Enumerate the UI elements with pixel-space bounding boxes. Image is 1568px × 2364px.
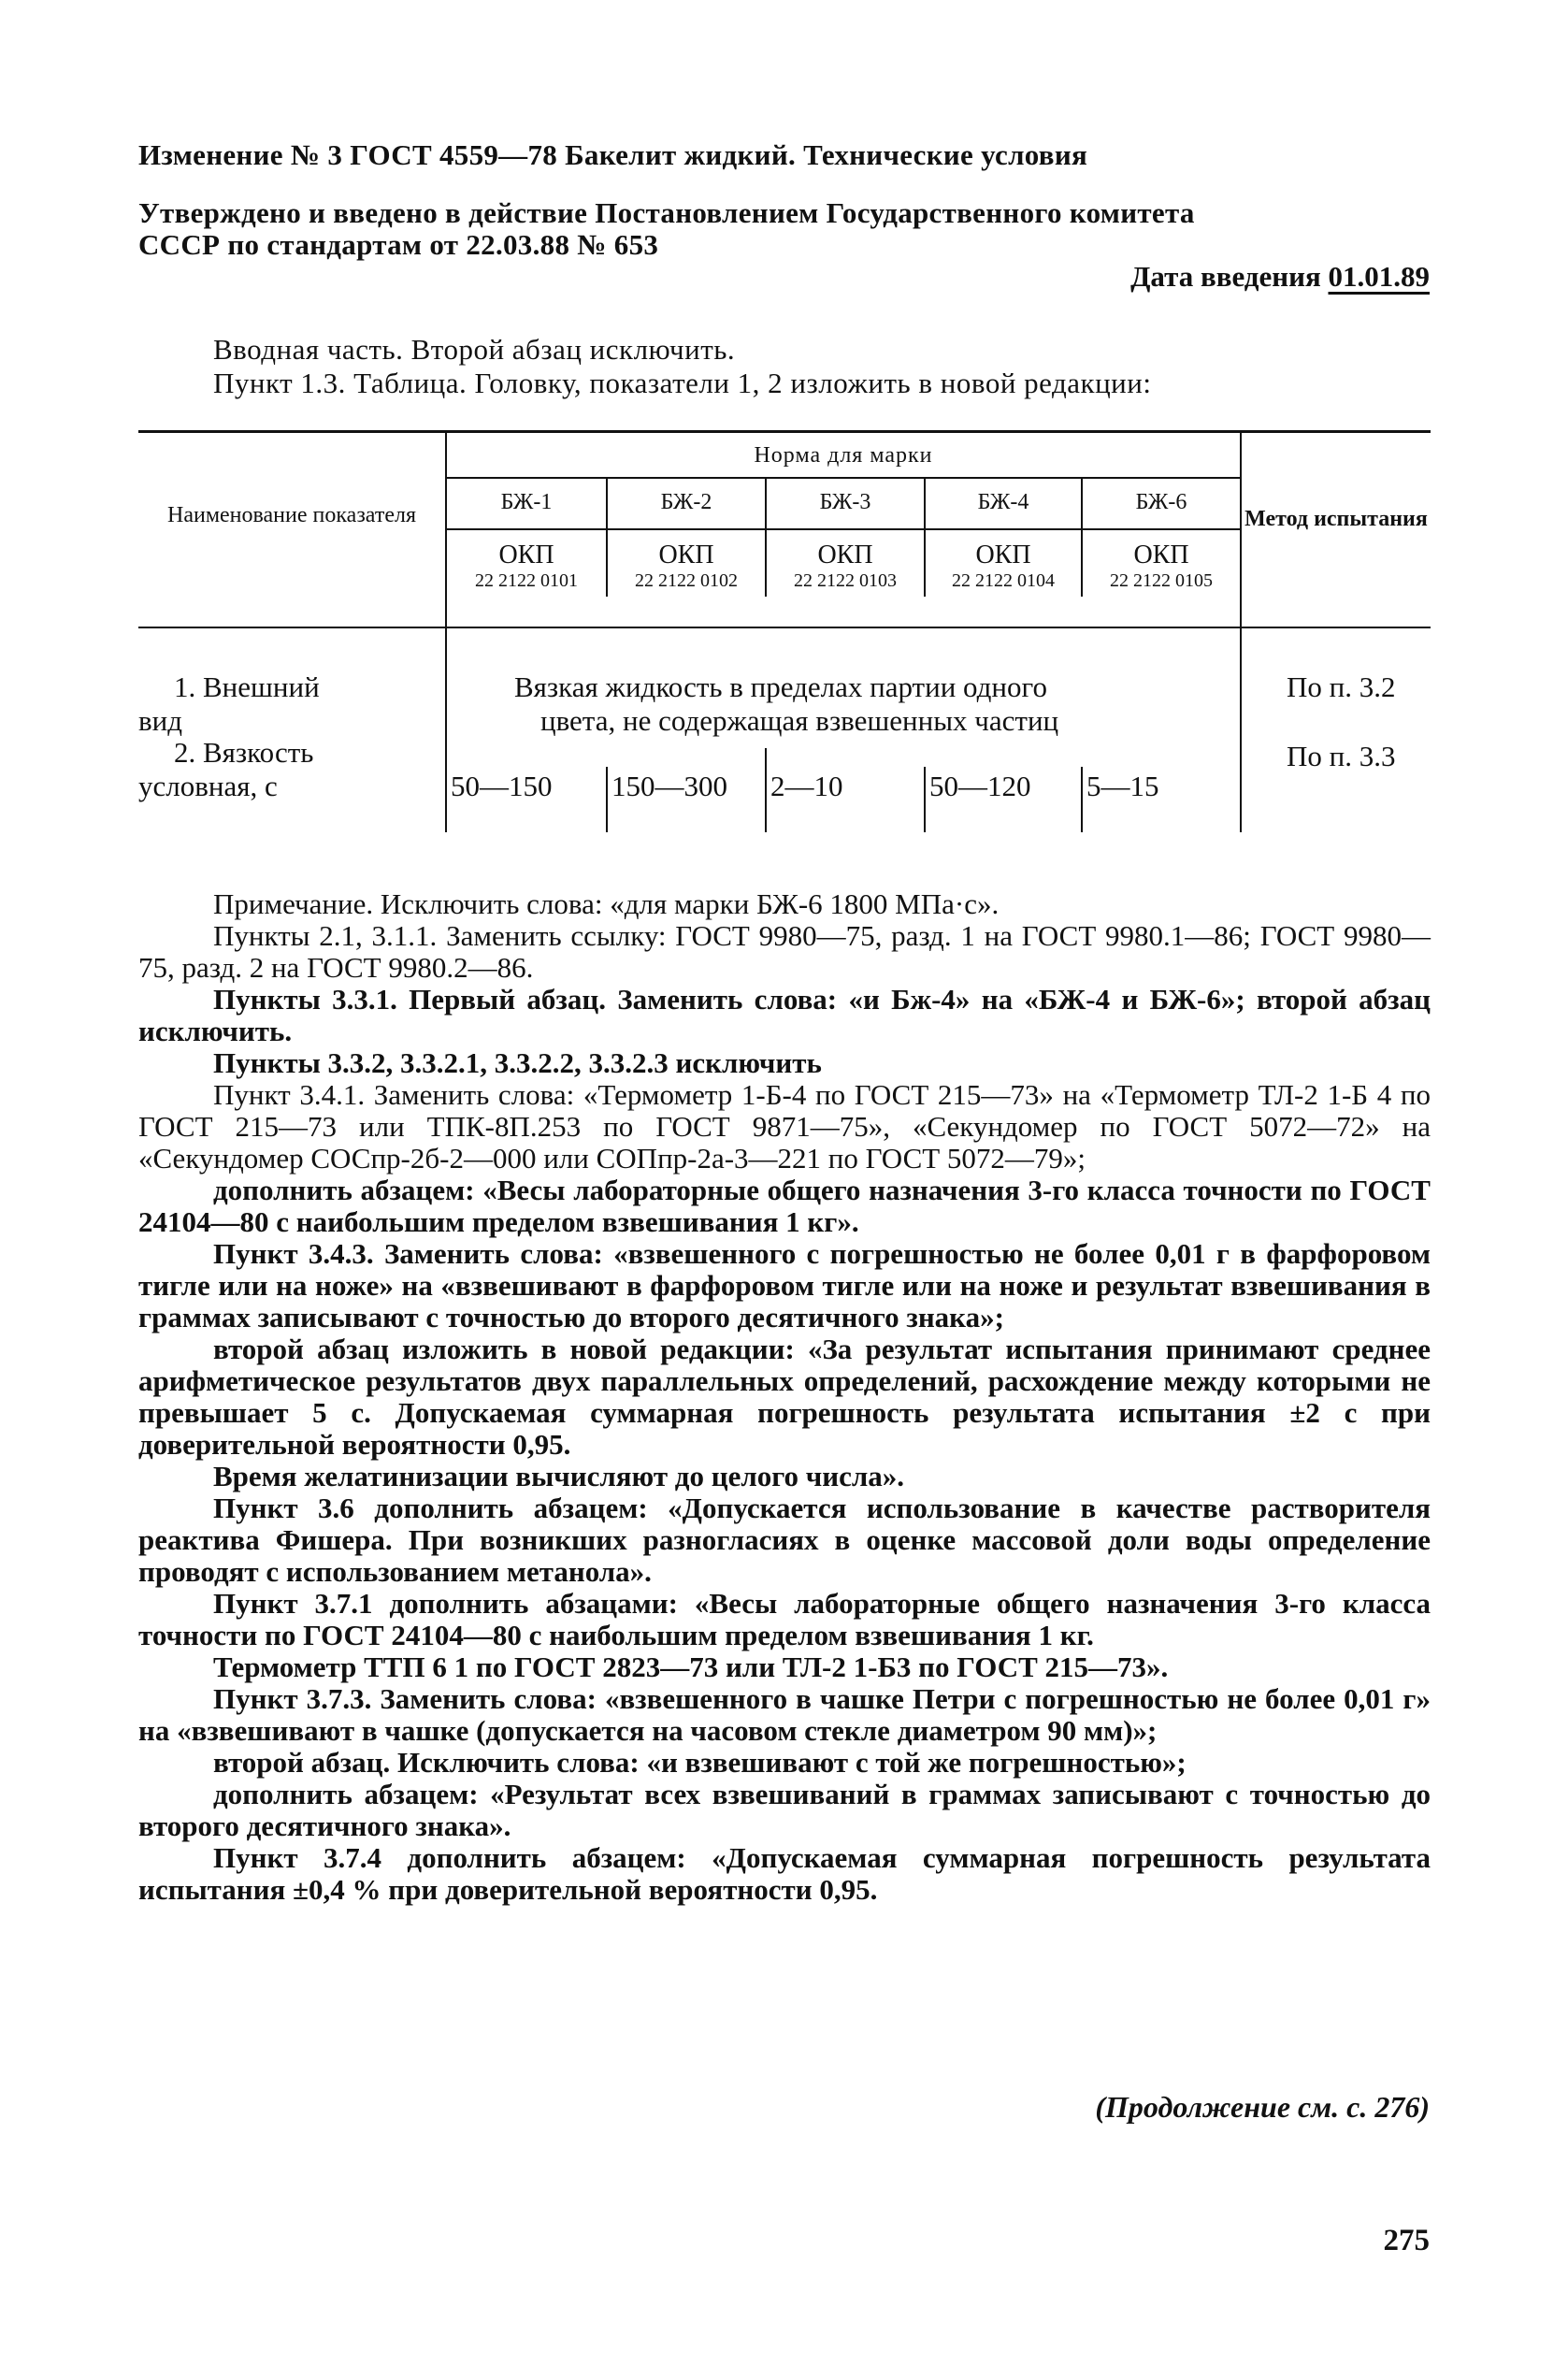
header-bottom-rule [138, 627, 1431, 628]
value-vrule-4 [1081, 767, 1083, 832]
approval-line-1: Утверждено и введено в действие Постановлением Государственного комитета [138, 196, 1195, 229]
paragraph: Пункты 2.1, 3.1.1. Заменить ссылку: ГОСТ 9980—75, разд. 1 на ГОСТ 9980.1—86; ГОСТ 9980—75, разд. 2 на ГОСТ 9980.2—86. [138, 919, 1431, 984]
properties-table [138, 430, 1431, 842]
okp-code: 22 2122 0104 [952, 570, 1055, 591]
paragraph: Пункт 3.7.3. Заменить слова: «взвешенного в чашке Петри с погрешностью не более 0,01 г» на «взвешивают в чашке (допускается на часовом стекле диаметром 90 мм)»; [138, 1682, 1431, 1747]
row1-value-line1: Вязкая жидкость в пределах партии одного [514, 670, 1047, 703]
value-vrule-2 [765, 748, 767, 832]
grade-header-rule [447, 528, 1242, 530]
table-vrule-method [1240, 430, 1242, 832]
paragraph: второй абзац изложить в новой редакции: «За результат испытания принимают среднее арифметическое результатов двух параллельных определений, расхождение между которыми не превышает 5 с. Допускаемая суммарная погрешность результата испытания ±2 с при доверительной вероятности 0,95. [138, 1333, 1431, 1461]
grade-name: БЖ-2 [660, 490, 712, 514]
paragraph: дополнить абзацем: «Результат всех взвешиваний в граммах записывают с точностью до второго десятичного знака». [138, 1778, 1431, 1842]
okp-code: 22 2122 0103 [794, 570, 897, 591]
row2-name-line2: условная, с [138, 770, 278, 802]
okp-code: 22 2122 0102 [635, 570, 738, 591]
row2-value: 150—300 [611, 770, 727, 802]
paragraph: Пункт 3.4.3. Заменить слова: «взвешенного с погрешностью не более 0,01 г в фарфоровом тигле или на ноже» на «взвешивают в фарфоровом тигле или на ноже и результат взвешивания в граммах записывают с точностью до второго десятичного знака»; [138, 1237, 1431, 1333]
grade-name: БЖ-6 [1135, 490, 1187, 514]
paragraph: дополнить абзацем: «Весы лабораторные общего назначения 3-го класса точности по ГОСТ 24104—80 с наибольшим пределом взвешивания 1 кг». [138, 1174, 1431, 1238]
table-top-rule [138, 430, 1431, 433]
grade-name: БЖ-3 [819, 490, 871, 514]
norm-header-rule [447, 477, 1242, 479]
row1-method: По п. 3.2 [1287, 670, 1396, 703]
okp-label: ОКП [975, 541, 1031, 569]
grade-name: БЖ-1 [500, 490, 553, 514]
paragraph: Время желатинизации вычисляют до целого числа». [213, 1460, 905, 1492]
continuation-note: (Продолжение см. с. 276) [1095, 2090, 1430, 2124]
paragraph: второй абзац. Исключить слова: «и взвешивают с той же погрешностью»; [213, 1746, 1187, 1779]
paragraph: Пункты 3.3.1. Первый абзац. Заменить слова: «и Бж-4» на «БЖ-4 и БЖ-6»; второй абзац исключить. [138, 983, 1431, 1047]
row2-method: По п. 3.3 [1287, 740, 1396, 772]
col-name-header: Наименование показателя [167, 503, 416, 527]
okp-label: ОКП [817, 541, 873, 569]
row1-value-line2: цвета, не содержащая взвешенных частиц [540, 704, 1059, 737]
effective-date [1130, 260, 1430, 294]
okp-label: ОКП [1133, 541, 1189, 569]
okp-code: 22 2122 0101 [475, 570, 578, 591]
okp-label: ОКП [498, 541, 554, 569]
norm-header: Норма для марки [754, 443, 933, 468]
grade-name: БЖ-4 [977, 490, 1029, 514]
effective-date-label: Дата введения [1130, 260, 1321, 293]
intro-line-1: Вводная часть. Второй абзац исключить. [213, 333, 736, 366]
paragraph: Пункт 3.6 дополнить абзацем: «Допускается использование в качестве растворителя реактива Фишера. При возникших разногласиях в оценке массовой доли воды определение проводят с использованием метанола». [138, 1492, 1431, 1588]
paragraph: Термометр ТТП 6 1 по ГОСТ 2823—73 или ТЛ-2 1-Б3 по ГОСТ 215—73». [213, 1650, 1169, 1683]
intro-line-2: Пункт 1.3. Таблица. Головку, показатели 1, 2 изложить в новой редакции: [213, 367, 1152, 399]
effective-date-value: 01.01.89 [1328, 260, 1430, 293]
okp-label: ОКП [658, 541, 714, 569]
value-vrule-1 [606, 767, 608, 832]
row2-value: 5—15 [1086, 770, 1159, 802]
page-number: 275 [1383, 2224, 1430, 2257]
row1-name-line1: 1. Внешний [174, 670, 320, 703]
method-header: Метод испытания [1244, 507, 1428, 531]
approval-line-2: СССР по стандартам от 22.03.88 № 653 [138, 228, 659, 261]
amendment-title: Изменение № 3 ГОСТ 4559—78 Бакелит жидкий. Технические условия [138, 138, 1088, 171]
paragraph: Пункты 3.3.2, 3.3.2.1, 3.3.2.2, 3.3.2.3 исключить [213, 1046, 822, 1079]
row2-value: 2—10 [770, 770, 843, 802]
row2-value: 50—120 [929, 770, 1031, 802]
row2-value: 50—150 [451, 770, 553, 802]
paragraph: Пункт 3.7.4 дополнить абзацем: «Допускаемая суммарная погрешность результата испытания ±0,4 % при доверительной вероятности 0,95. [138, 1841, 1431, 1906]
paragraph: Пункт 3.4.1. Заменить слова: «Термометр 1-Б-4 по ГОСТ 215—73» на «Термометр ТЛ-2 1-Б 4 по ГОСТ 215—73 или ТПК-8П.253 по ГОСТ 9871—75», «Секундомер по ГОСТ 5072—72» на «Секундомер СОСпр-2б-2—000 или СОПпр-2а-3—221 по ГОСТ 5072—79»; [138, 1078, 1431, 1175]
okp-code: 22 2122 0105 [1110, 570, 1213, 591]
row1-name-line2: вид [138, 704, 182, 737]
row2-name-line1: 2. Вязкость [174, 736, 314, 769]
paragraph: Пункт 3.7.1 дополнить абзацами: «Весы лабораторные общего назначения 3-го класса точности по ГОСТ 24104—80 с наибольшим пределом взвешивания 1 кг. [138, 1587, 1431, 1651]
amendment-body [138, 888, 1431, 1906]
paragraph: Примечание. Исключить слова: «для марки БЖ-6 1800 МПа·с». [213, 887, 1000, 920]
value-vrule-3 [924, 767, 926, 832]
